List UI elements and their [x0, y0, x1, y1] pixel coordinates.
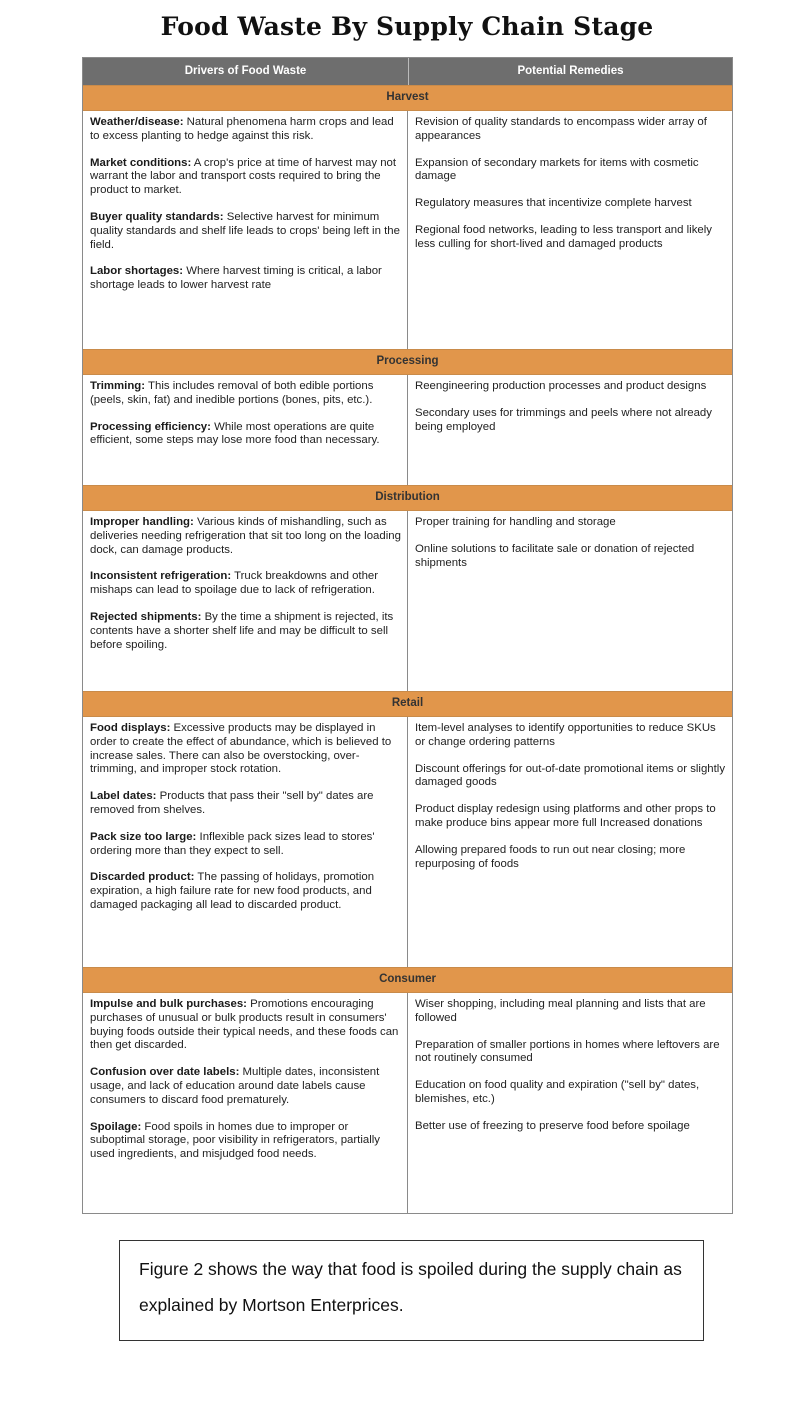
remedy-entry: Expansion of secondary markets for items with cosmetic damage	[415, 156, 699, 183]
driver-term: Weather/disease:	[90, 116, 184, 128]
remedy-entry: Regulatory measures that incentivize complete harvest	[415, 197, 692, 210]
driver-text: A crop's price at time of harvest may not warrant the labor and transport costs required to bring the product to market.	[90, 156, 397, 197]
driver-text: Products that pass their "sell by" dates are removed from shelves.	[90, 790, 374, 816]
stage-header-retail: Retail	[83, 691, 732, 717]
driver-text: Promotions encouraging purchases of unusual or bulk products result in consumers' buying foods outside their typical needs, and these foods can then get discarded.	[90, 998, 399, 1052]
driver-term: Spoilage:	[90, 1120, 142, 1133]
drivers-column-header: Drivers of Food Waste	[83, 58, 409, 85]
table-header	[83, 58, 732, 85]
driver-text: Selective harvest for minimum quality standards and shelf life leads to crops' being left in the field.	[90, 210, 400, 251]
stage-header-harvest: Harvest	[83, 85, 732, 111]
driver-entry	[90, 790, 401, 818]
driver-term: Processing efficiency:	[90, 420, 211, 433]
remedy-entry: Proper training for handling and storage	[415, 516, 616, 528]
remedy-entry: Wiser shopping, including meal planning and lists that are followed	[415, 998, 706, 1024]
remedy-entry: Regional food networks, leading to less transport and likely less culling for short-lived and damaged products	[415, 223, 712, 250]
driver-term: Improper handling:	[90, 516, 194, 528]
driver-term: Impulse and bulk purchases:	[90, 998, 247, 1010]
driver-entry	[90, 1121, 401, 1162]
driver-text: While most operations are quite efficient, some steps may lose more food than necessary.	[90, 420, 380, 447]
driver-term: Confusion over date labels:	[90, 1066, 240, 1079]
driver-entry	[90, 516, 401, 557]
remedy-entry: Product display redesign using platforms and other props to make produce bins appear more full Increased donations	[415, 803, 716, 829]
stage-row	[83, 993, 732, 1213]
driver-term: Labor shortages:	[90, 265, 184, 278]
remedies-cell	[408, 993, 732, 1213]
drivers-cell	[83, 375, 408, 485]
driver-text: Multiple dates, inconsistent usage, and lack of education around date labels cause consumers to discard food prematurely.	[90, 1066, 380, 1106]
remedy-entry: Reengineering production processes and product designs	[415, 380, 707, 392]
driver-text: Inflexible pack sizes lead to stores' ordering more than they expect to sell.	[90, 830, 375, 857]
stage-row	[83, 717, 732, 967]
remedy-entry: Secondary uses for trimmings and peels where not already being employed	[415, 406, 712, 433]
stage-header-consumer: Consumer	[83, 967, 732, 993]
stage-header-processing: Processing	[83, 349, 732, 375]
drivers-cell	[83, 717, 408, 967]
driver-entry	[90, 211, 401, 252]
driver-text: Excessive products may be displayed in order to create the effect of abundance, which is believed to increase sales. There can also be overstocking, over-trimming, and improper stock rotation.	[90, 722, 392, 776]
driver-term: Buyer quality standards:	[90, 210, 224, 223]
page-title: Food Waste By Supply Chain Stage	[160, 12, 654, 41]
driver-entry	[90, 570, 401, 598]
driver-entry	[90, 998, 401, 1053]
driver-entry	[90, 611, 401, 652]
driver-text: Natural phenomena harm crops and lead to excess planting to hedge against this risk.	[90, 116, 394, 142]
food-waste-table	[82, 57, 733, 1214]
driver-entry	[90, 1066, 401, 1107]
driver-entry	[90, 871, 401, 912]
driver-entry	[90, 116, 401, 144]
remedy-entry: Revision of quality standards to encompass wider array of appearances	[415, 116, 707, 142]
remedies-cell	[408, 111, 732, 349]
driver-entry	[90, 831, 401, 859]
driver-text: This includes removal of both edible portions (peels, skin, fat) and inedible portions (bones, pits, etc.).	[90, 380, 374, 406]
remedies-cell	[408, 511, 732, 691]
drivers-cell	[83, 111, 408, 349]
driver-entry	[90, 380, 401, 408]
remedy-entry: Discount offerings for out-of-date promotional items or slightly damaged goods	[415, 762, 726, 789]
remedy-entry: Better use of freezing to preserve food before spoilage	[415, 1119, 690, 1132]
driver-term: Rejected shipments:	[90, 610, 202, 623]
drivers-cell	[83, 993, 408, 1213]
driver-text: Food spoils in homes due to improper or suboptimal storage, poor visibility in refrigerators, partially used ingredients, and misjudged food needs.	[90, 1120, 380, 1161]
driver-term: Market conditions:	[90, 156, 192, 169]
remedy-entry: Preparation of smaller portions in homes where leftovers are not routinely consumed	[415, 1038, 720, 1065]
driver-term: Inconsistent refrigeration:	[90, 570, 232, 583]
remedies-column-header: Potential Remedies	[517, 64, 624, 77]
remedy-entry: Allowing prepared foods to run out near closing; more repurposing of foods	[415, 843, 686, 870]
driver-text: Where harvest timing is critical, a labor shortage leads to lower harvest rate	[90, 265, 382, 292]
remedy-entry: Item-level analyses to identify opportunities to reduce SKUs or change ordering patterns	[415, 722, 716, 748]
remedy-entry: Online solutions to facilitate sale or donation of rejected shipments	[415, 542, 695, 569]
driver-entry	[90, 421, 401, 449]
stage-row	[83, 375, 732, 485]
drivers-cell	[83, 511, 408, 691]
driver-term: Discarded product:	[90, 871, 195, 884]
driver-term: Trimming:	[90, 380, 146, 392]
driver-text: Various kinds of mishandling, such as deliveries needing refrigeration that sit too long on the loading dock, can damage products.	[90, 516, 401, 556]
driver-term: Pack size too large:	[90, 830, 197, 843]
driver-entry	[90, 265, 401, 293]
driver-entry	[90, 157, 401, 198]
driver-term: Food displays:	[90, 722, 171, 734]
figure-caption: Figure 2 shows the way that food is spoiled during the supply chain as explained by Mortson Enterprices.	[119, 1240, 704, 1341]
stage-row	[83, 511, 732, 691]
driver-text: Truck breakdowns and other mishaps can lead to spoilage due to lack of refrigeration.	[90, 570, 379, 597]
remedies-cell	[408, 717, 732, 967]
stage-header-distribution: Distribution	[83, 485, 732, 511]
stage-sections	[83, 85, 732, 1213]
remedies-cell	[408, 375, 732, 485]
driver-term: Label dates:	[90, 790, 157, 803]
driver-entry	[90, 722, 401, 777]
driver-text: The passing of holidays, promotion expiration, a high failure rate for new food products, and damaged packaging all lead to discarded product.	[90, 871, 375, 911]
stage-row	[83, 111, 732, 349]
driver-text: By the time a shipment is rejected, its contents have a shorter shelf life and may be difficult to sell before spoiling.	[90, 610, 394, 651]
remedy-entry: Education on food quality and expiration ("sell by" dates, blemishes, etc.)	[415, 1079, 700, 1105]
